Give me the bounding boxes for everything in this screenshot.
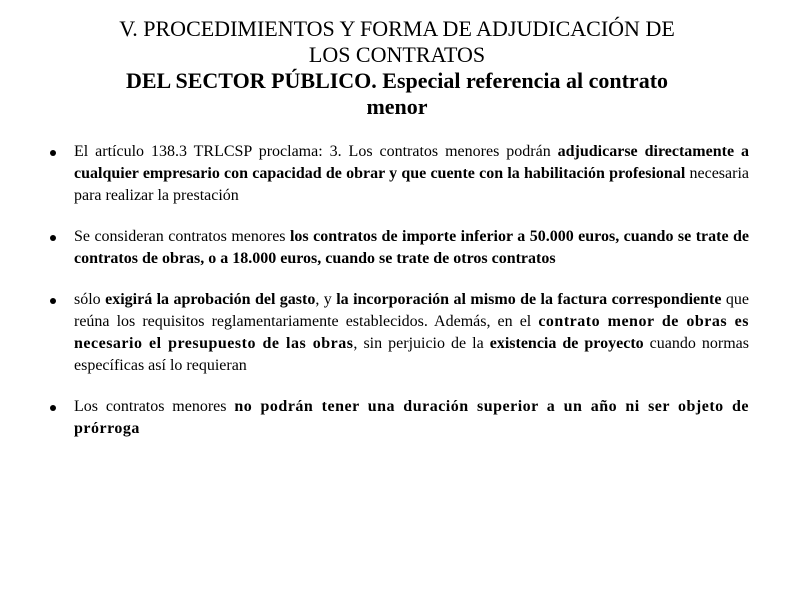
- bullet-4-bold-1: no podrán tener una duración superior a un año ni ser objeto de prórroga: [74, 398, 749, 437]
- slide-title: [20, 16, 774, 120]
- bullet-item-1: [50, 141, 749, 207]
- bullet-3-text-5: cuando normas específicas así lo requieran: [74, 335, 750, 374]
- title-line-2: LOS CONTRATOS: [308, 42, 486, 67]
- bullet-3-bold-3: contrato menor de obras es necesario el presupuesto de las obras: [74, 313, 749, 352]
- bullet-dot-icon: [50, 150, 56, 156]
- title-line-4: menor: [366, 94, 428, 119]
- bullet-dot-icon: [50, 235, 56, 241]
- bullet-1-bold-1: adjudicarse directamente a cualquier empresario con capacidad de obrar y que cuente con la habilitación profesional: [74, 143, 750, 182]
- bullet-3-bold-1: exigirá la aprobación del gasto: [105, 291, 316, 308]
- bullet-3-bold-2: la incorporación al mismo de la factura correspondiente: [336, 291, 722, 308]
- bullet-4-text-1: Los contratos menores: [74, 398, 235, 415]
- bullet-3-text-4: , sin perjuicio de la: [353, 335, 490, 352]
- bullet-3-text-1: sólo: [74, 291, 106, 308]
- bullet-item-2: [50, 226, 749, 270]
- bullet-2-bold-1: los contratos de importe inferior a 50.000 euros, cuando se trate de contratos de obras, o a 18.000 euros, cuando se trate de otros contratos: [74, 228, 750, 267]
- bullet-2-text-1: Se consideran contratos menores: [74, 228, 290, 245]
- bullet-3-text-3: que reúna los requisitos reglamentariamente establecidos. Además, en el: [74, 291, 750, 330]
- bullet-item-3: [50, 289, 749, 377]
- bullet-1-text-2: necesaria para realizar la prestación: [74, 165, 749, 204]
- bullet-dot-icon: [50, 405, 56, 411]
- bullet-3-bold-4: existencia de proyecto: [489, 335, 644, 352]
- title-line-1: V. PROCEDIMIENTOS Y FORMA DE ADJUDICACIÓN DE: [119, 16, 675, 41]
- title-line-3: DEL SECTOR PÚBLICO. Especial referencia al contrato: [125, 68, 669, 93]
- bullet-list: [50, 141, 749, 459]
- bullet-dot-icon: [50, 298, 56, 304]
- bullet-3-text-2: , y: [315, 291, 337, 308]
- bullet-1-text-1: El artículo 138.3 TRLCSP proclama: 3. Los contratos menores podrán: [74, 143, 558, 160]
- bullet-item-4: [50, 396, 749, 440]
